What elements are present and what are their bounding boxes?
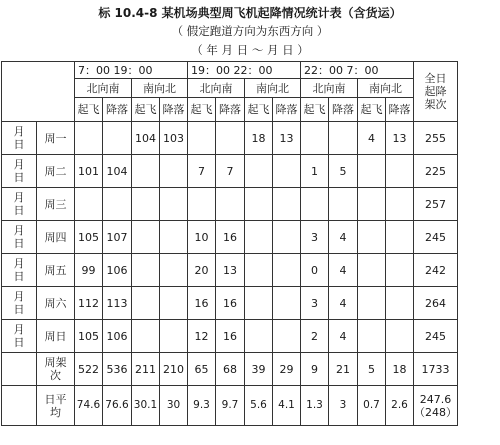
row-total: 242 [414, 254, 458, 287]
weekly-cell: 211 [132, 353, 160, 386]
count-cell [188, 188, 216, 221]
date-cell [2, 386, 37, 426]
direction-header: 南向北 [358, 79, 414, 98]
table-subtitle: （ 假定跑道方向为东西方向 ） [171, 24, 329, 38]
date-cell: 月日 [2, 221, 37, 254]
day-label: 周三 [37, 188, 75, 221]
count-cell [103, 188, 132, 221]
day-label: 周四 [37, 221, 75, 254]
count-cell: 4 [358, 122, 386, 155]
date-cell: 月日 [2, 188, 37, 221]
date-cell [2, 353, 37, 386]
count-cell [386, 320, 414, 353]
count-cell [160, 188, 188, 221]
count-cell [273, 188, 301, 221]
count-cell [132, 188, 160, 221]
count-cell [245, 155, 273, 188]
daily-average-row [2, 386, 458, 426]
op-header: 降落 [160, 98, 188, 122]
weekly-cell: 18 [386, 353, 414, 386]
date-cell: 月日 [2, 254, 37, 287]
count-cell [273, 155, 301, 188]
op-header: 起飞 [75, 98, 103, 122]
op-header: 起飞 [358, 98, 386, 122]
count-cell [301, 188, 329, 221]
count-cell [216, 188, 245, 221]
average-cell: 1.3 [301, 386, 329, 426]
period-header: 19：00 22：00 [188, 62, 301, 79]
count-cell [132, 221, 160, 254]
op-header: 降落 [329, 98, 358, 122]
op-header: 降落 [103, 98, 132, 122]
stats-table [1, 61, 458, 426]
count-cell [245, 287, 273, 320]
op-header: 降落 [216, 98, 245, 122]
direction-header: 南向北 [132, 79, 188, 98]
count-cell [160, 221, 188, 254]
day-row [2, 188, 458, 221]
count-cell [132, 320, 160, 353]
day-label: 周二 [37, 155, 75, 188]
count-cell: 1 [301, 155, 329, 188]
direction-header: 北向南 [75, 79, 132, 98]
op-header: 降落 [273, 98, 301, 122]
average-cell: 2.6 [386, 386, 414, 426]
count-cell [75, 188, 103, 221]
count-cell [386, 188, 414, 221]
count-cell [160, 287, 188, 320]
count-cell: 99 [75, 254, 103, 287]
count-cell [273, 221, 301, 254]
average-cell: 9.7 [216, 386, 245, 426]
row-total: 245 [414, 221, 458, 254]
count-cell [245, 320, 273, 353]
average-cell: 3 [329, 386, 358, 426]
day-row [2, 254, 458, 287]
day-row [2, 155, 458, 188]
count-cell: 3 [301, 221, 329, 254]
day-row [2, 221, 458, 254]
count-cell: 16 [216, 287, 245, 320]
weekly-cell: 65 [188, 353, 216, 386]
count-cell: 4 [329, 221, 358, 254]
average-cell: 76.6 [103, 386, 132, 426]
row-total: 255 [414, 122, 458, 155]
count-cell: 4 [329, 287, 358, 320]
table-title: 标 10.4-8 某机场典型周飞机起降情况统计表（含货运） [98, 6, 402, 20]
day-row [2, 320, 458, 353]
row-total: 225 [414, 155, 458, 188]
count-cell: 107 [103, 221, 132, 254]
count-cell [358, 221, 386, 254]
count-cell [301, 122, 329, 155]
direction-header: 南向北 [245, 79, 301, 98]
weekly-cell: 68 [216, 353, 245, 386]
weekly-cell: 29 [273, 353, 301, 386]
count-cell: 7 [188, 155, 216, 188]
count-cell [132, 155, 160, 188]
count-cell: 0 [301, 254, 329, 287]
count-cell [386, 221, 414, 254]
day-label: 周日 [37, 320, 75, 353]
count-cell [160, 254, 188, 287]
row-label: 周架次 [37, 353, 75, 386]
direction-header: 北向南 [188, 79, 245, 98]
count-cell: 106 [103, 320, 132, 353]
corner-cell [2, 62, 75, 122]
row-total: 245 [414, 320, 458, 353]
count-cell [245, 254, 273, 287]
count-cell: 4 [329, 254, 358, 287]
count-cell [273, 320, 301, 353]
count-cell [386, 287, 414, 320]
op-header: 起飞 [301, 98, 329, 122]
weekly-cell: 5 [358, 353, 386, 386]
count-cell [132, 254, 160, 287]
count-cell: 12 [188, 320, 216, 353]
count-cell [329, 188, 358, 221]
count-cell: 5 [329, 155, 358, 188]
count-cell: 104 [132, 122, 160, 155]
count-cell [358, 320, 386, 353]
count-cell: 13 [273, 122, 301, 155]
date-cell: 月日 [2, 320, 37, 353]
weekly-cell: 21 [329, 353, 358, 386]
count-cell [216, 122, 245, 155]
count-cell [245, 221, 273, 254]
count-cell [386, 155, 414, 188]
total-header: 全日起降架次 [414, 62, 458, 122]
count-cell: 113 [103, 287, 132, 320]
count-cell: 112 [75, 287, 103, 320]
count-cell [358, 287, 386, 320]
count-cell: 20 [188, 254, 216, 287]
count-cell [245, 188, 273, 221]
count-cell: 103 [160, 122, 188, 155]
op-header: 降落 [386, 98, 414, 122]
count-cell: 106 [103, 254, 132, 287]
direction-header: 北向南 [301, 79, 358, 98]
count-cell [75, 122, 103, 155]
count-cell [160, 320, 188, 353]
count-cell: 16 [216, 221, 245, 254]
count-cell [358, 155, 386, 188]
average-cell: 74.6 [75, 386, 103, 426]
count-cell: 10 [188, 221, 216, 254]
period-header: 22：00 7：00 [301, 62, 414, 79]
op-header: 起飞 [188, 98, 216, 122]
count-cell: 13 [216, 254, 245, 287]
count-cell: 104 [103, 155, 132, 188]
day-row [2, 287, 458, 320]
date-range: （ 年 月 日 ～ 月 日 ） [191, 43, 309, 57]
op-header: 起飞 [245, 98, 273, 122]
average-cell: 5.6 [245, 386, 273, 426]
count-cell: 16 [216, 320, 245, 353]
count-cell: 105 [75, 221, 103, 254]
count-cell: 105 [75, 320, 103, 353]
weekly-cell: 522 [75, 353, 103, 386]
row-total: 264 [414, 287, 458, 320]
count-cell [358, 254, 386, 287]
count-cell [386, 254, 414, 287]
row-label: 日平均 [37, 386, 75, 426]
average-total-rounded: （248） [414, 405, 457, 419]
count-cell: 101 [75, 155, 103, 188]
count-cell: 18 [245, 122, 273, 155]
date-cell: 月日 [2, 122, 37, 155]
op-header: 起飞 [132, 98, 160, 122]
average-total-value: 247.6 [419, 392, 452, 406]
count-cell [132, 287, 160, 320]
count-cell [273, 287, 301, 320]
count-cell [160, 155, 188, 188]
count-cell: 2 [301, 320, 329, 353]
count-cell: 13 [386, 122, 414, 155]
day-label: 周五 [37, 254, 75, 287]
average-cell: 30.1 [132, 386, 160, 426]
weekly-cell: 210 [160, 353, 188, 386]
average-cell: 0.7 [358, 386, 386, 426]
average-cell: 9.3 [188, 386, 216, 426]
count-cell: 3 [301, 287, 329, 320]
average-total [414, 386, 458, 426]
weekly-cell: 9 [301, 353, 329, 386]
average-cell: 30 [160, 386, 188, 426]
date-cell: 月日 [2, 287, 37, 320]
day-row [2, 122, 458, 155]
period-header: 7：00 19：00 [75, 62, 188, 79]
weekly-cell: 536 [103, 353, 132, 386]
count-cell [358, 188, 386, 221]
day-label: 周六 [37, 287, 75, 320]
date-cell: 月日 [2, 155, 37, 188]
count-cell [103, 122, 132, 155]
count-cell [273, 254, 301, 287]
weekly-total: 1733 [414, 353, 458, 386]
count-cell [329, 122, 358, 155]
count-cell: 16 [188, 287, 216, 320]
day-label: 周一 [37, 122, 75, 155]
weekly-cell: 39 [245, 353, 273, 386]
count-cell: 7 [216, 155, 245, 188]
weekly-row [2, 353, 458, 386]
count-cell [188, 122, 216, 155]
average-cell: 4.1 [273, 386, 301, 426]
row-total: 257 [414, 188, 458, 221]
count-cell: 4 [329, 320, 358, 353]
